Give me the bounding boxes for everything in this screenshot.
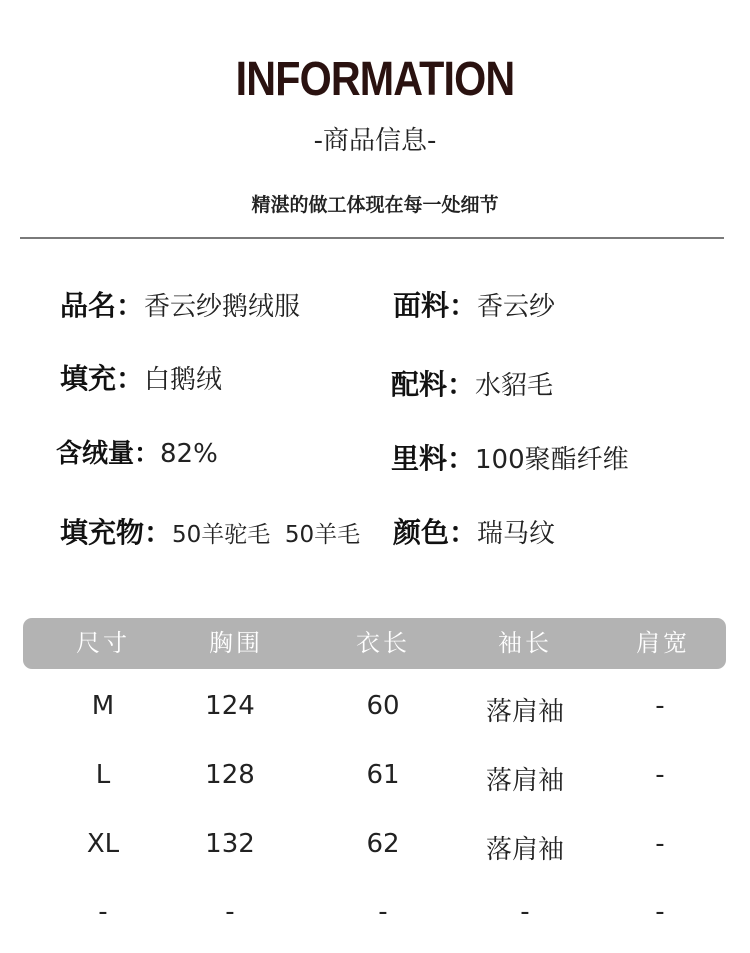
page-subtitle: -商品信息- — [313, 126, 437, 156]
page-title: INFORMATION — [235, 53, 515, 106]
info-color — [393, 511, 555, 551]
column-header-chest: 胸围 — [209, 629, 263, 657]
table-cell: 132 — [205, 829, 255, 859]
column-header-sleeve: 袖长 — [498, 629, 552, 657]
info-label: 品名： — [60, 289, 145, 322]
column-header-size: 尺寸 — [76, 629, 130, 657]
info-value: 50羊驼毛 50羊毛 — [172, 522, 361, 548]
tagline: 精湛的做工体现在每一处细节 — [251, 194, 499, 216]
info-value: 香云纱鹅绒服 — [144, 292, 301, 322]
table-cell: - — [520, 897, 530, 927]
info-accessory — [391, 363, 553, 403]
info-lining — [391, 437, 629, 477]
column-header-length: 衣长 — [356, 629, 410, 657]
info-value: 100聚酯纤维 — [475, 445, 629, 475]
info-label: 颜色： — [393, 516, 478, 549]
table-cell: 落肩袖 — [485, 835, 564, 865]
info-value: 瑞马纹 — [477, 519, 556, 549]
divider — [20, 237, 724, 239]
table-cell: 128 — [205, 760, 255, 790]
size-table-header — [23, 618, 726, 669]
info-label: 填充物： — [60, 516, 173, 549]
table-cell: - — [655, 897, 665, 927]
info-value: 白鹅绒 — [144, 365, 223, 395]
table-cell: 落肩袖 — [485, 697, 564, 727]
info-label: 配料： — [391, 368, 476, 401]
table-cell: - — [655, 691, 665, 721]
info-label: 含绒量： — [56, 439, 161, 469]
info-filling — [60, 357, 222, 397]
info-label: 面料： — [393, 289, 478, 322]
table-cell: L — [95, 760, 111, 790]
table-cell: M — [91, 691, 115, 721]
info-value: 香云纱 — [477, 292, 556, 322]
column-header-shoulder: 肩宽 — [636, 629, 690, 657]
info-label: 填充： — [60, 362, 145, 395]
table-cell: - — [378, 897, 388, 927]
info-value: 水貂毛 — [475, 371, 554, 401]
table-cell: - — [655, 829, 665, 859]
table-cell: 60 — [366, 691, 400, 721]
info-fabric — [393, 284, 555, 324]
table-cell: - — [655, 760, 665, 790]
table-cell: - — [98, 897, 108, 927]
table-cell: XL — [86, 829, 120, 859]
table-cell: - — [225, 897, 235, 927]
info-product-name — [60, 284, 300, 324]
table-cell: 62 — [366, 829, 400, 859]
table-cell: 61 — [366, 760, 400, 790]
table-cell: 落肩袖 — [485, 766, 564, 796]
info-value: 82% — [160, 439, 218, 469]
info-down-content — [56, 433, 218, 470]
info-label: 里料： — [391, 442, 476, 475]
info-filler-material — [60, 511, 360, 551]
table-cell: 124 — [205, 691, 255, 721]
